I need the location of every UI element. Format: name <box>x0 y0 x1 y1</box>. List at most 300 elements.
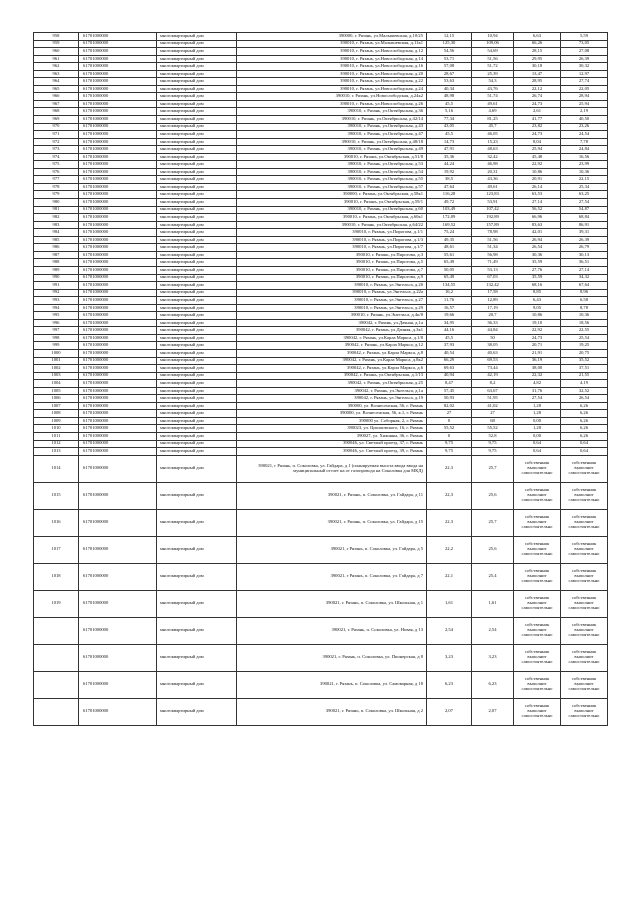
object-type-cell: многоквартирный дом <box>157 455 237 482</box>
object-type-cell: многоквартирный дом <box>157 176 237 184</box>
address-cell: 390010, г. Рязань, ул.Октябрьская, д.55 <box>237 176 427 184</box>
value-4-cell: 25,94 <box>561 100 608 108</box>
row-number-cell: 1018 <box>34 563 79 590</box>
table-row <box>34 402 608 410</box>
table-row <box>34 417 608 425</box>
value-3-cell: 6,63 <box>514 33 561 41</box>
address-cell: 390010, г. Рязань, ул.Энгельса, д.29 <box>237 304 427 312</box>
value-1-cell: 69,63 <box>427 365 472 373</box>
oktmo-code-cell: 61701000000 <box>79 229 157 237</box>
value-2-cell: 67,03 <box>472 274 514 282</box>
oktmo-code-cell: 61701000000 <box>79 183 157 191</box>
address-cell: 390010, г. Рязань, ул.Новослободская, д.16 <box>237 63 427 71</box>
value-3-cell: 29,95 <box>514 55 561 63</box>
row-number-cell: 982 <box>34 214 79 222</box>
row-number-cell: 971 <box>34 131 79 139</box>
object-type-cell: многоквартирный дом <box>157 131 237 139</box>
value-3-cell: 0,00 <box>514 432 561 440</box>
object-type-cell: многоквартирный дом <box>157 644 237 671</box>
value-4-cell: 23,99 <box>561 161 608 169</box>
value-2-cell: 4,69 <box>472 108 514 116</box>
row-number-cell: 976 <box>34 168 79 176</box>
address-cell: 390010, г. Рязань, ул.Новослободская, д.12 <box>237 48 427 56</box>
value-3-cell: 24,73 <box>514 334 561 342</box>
value-3-cell: 22,92 <box>514 161 561 169</box>
value-2-cell: 109,06 <box>472 40 514 48</box>
object-type-cell: многоквартирный дом <box>157 244 237 252</box>
table-row <box>34 410 608 418</box>
address-cell: 390021, г Рязань, п. Соколовка, ул. Гайдара, д 5 <box>237 536 427 563</box>
address-cell: 390010, г. Рязань, ул.Октябрьская, д.54 <box>237 168 427 176</box>
value-1-cell: 16,57 <box>427 304 472 312</box>
row-number-cell: 981 <box>34 206 79 214</box>
object-type-cell: многоквартирный дом <box>157 365 237 373</box>
row-number-cell: 993 <box>34 297 79 305</box>
table-row <box>34 482 608 509</box>
address-cell: 390010, г. Рязань, ул.Октябрьская, д.49 <box>237 146 427 154</box>
table-row <box>34 199 608 207</box>
object-type-cell: многоквартирный дом <box>157 33 237 41</box>
row-number-cell: 1014 <box>34 455 79 482</box>
value-3-cell: 68,16 <box>514 282 561 290</box>
row-number-cell: 1007 <box>34 402 79 410</box>
row-number-cell: 975 <box>34 161 79 169</box>
address-cell: 390021, г. Рязань, п. Соколовка, ул. Школьная, д 2 <box>237 698 427 725</box>
oktmo-code-cell: 61701000000 <box>79 100 157 108</box>
object-type-cell: многоквартирный дом <box>157 536 237 563</box>
object-type-cell: многоквартирный дом <box>157 448 237 456</box>
value-2-cell: 81,25 <box>472 116 514 124</box>
object-type-cell: многоквартирный дом <box>157 357 237 365</box>
address-cell: 390010, г. Рязань, ул.Октябрьская, д.51/8 <box>237 153 427 161</box>
value-3-cell: 42,01 <box>514 229 561 237</box>
oktmo-code-cell: 61701000000 <box>79 176 157 184</box>
value-4-cell: 22,15 <box>561 176 608 184</box>
address-cell: 390046, ул. Светлый проезд, 39, г. Рязань <box>237 448 427 456</box>
value-4-cell: 27,08 <box>561 48 608 56</box>
table-row <box>34 40 608 48</box>
table-row <box>34 297 608 305</box>
address-cell: 390010, г. Рязань, ул.Новослободская, д.20 <box>237 70 427 78</box>
row-number-cell: 972 <box>34 138 79 146</box>
oktmo-code-cell: 61701000000 <box>79 327 157 335</box>
address-cell: 390042, г. Рязань, ул.Октябрьская, д.25 <box>237 380 427 388</box>
object-type-cell: многоквартирный дом <box>157 78 237 86</box>
value-4-cell: 26,54 <box>561 395 608 403</box>
oktmo-code-cell: 61701000000 <box>79 146 157 154</box>
value-1-cell: 82,02 <box>427 402 472 410</box>
address-cell: 390010, г. Рязань, ул.Октябрьская, д.60 <box>237 206 427 214</box>
value-2-cell: 45,7 <box>472 123 514 131</box>
address-cell: 390010, г. Рязань, ул.Малышевская, д.11к1 <box>237 40 427 48</box>
value-2-cell: 15,23 <box>472 138 514 146</box>
value-2-cell: 51,56 <box>472 236 514 244</box>
value-2-cell: 9,75 <box>472 448 514 456</box>
table-row <box>34 176 608 184</box>
value-1-cell: 43,05 <box>427 123 472 131</box>
value-2-cell: 3,23 <box>472 644 514 671</box>
row-number-cell: 991 <box>34 282 79 290</box>
value-4-cell: 6,58 <box>561 297 608 305</box>
table-row <box>34 536 608 563</box>
table-row <box>34 146 608 154</box>
row-number-cell: 1002 <box>34 365 79 373</box>
value-3-cell: 27,14 <box>514 199 561 207</box>
oktmo-code-cell: 61701000000 <box>79 410 157 418</box>
value-1-cell: 12,15 <box>427 33 472 41</box>
address-cell: 390010, г. Рязань, ул.Энгельса, д.27 <box>237 297 427 305</box>
object-type-cell: многоквартирный дом <box>157 199 237 207</box>
value-2-cell: 192,89 <box>472 214 514 222</box>
value-2-cell: 71,49 <box>472 259 514 267</box>
object-type-cell: многоквартирный дом <box>157 349 237 357</box>
value-4-cell: 6,26 <box>561 432 608 440</box>
value-2-cell: 46,98 <box>472 161 514 169</box>
value-3-cell: 38,00 <box>514 365 561 373</box>
value-4-cell: 6,26 <box>561 410 608 418</box>
value-4-cell: 2,19 <box>561 108 608 116</box>
table-row <box>34 440 608 448</box>
oktmo-code-cell: 61701000000 <box>79 78 157 86</box>
value-4-cell: 5,59 <box>561 33 608 41</box>
value-4-cell: 22,05 <box>561 85 608 93</box>
value-3-cell: 26,54 <box>514 244 561 252</box>
row-number-cell: 984 <box>34 229 79 237</box>
value-4-cell: собственник выполнит самостоятельно <box>561 644 608 671</box>
value-1-cell: 22,2 <box>427 536 472 563</box>
value-1-cell: 48,61 <box>427 244 472 252</box>
value-2-cell: 55,52 <box>472 425 514 433</box>
table-row <box>34 123 608 131</box>
value-4-cell: 68,84 <box>561 214 608 222</box>
table-row <box>34 304 608 312</box>
oktmo-code-cell: 61701000000 <box>79 108 157 116</box>
object-type-cell: многоквартирный дом <box>157 395 237 403</box>
object-type-cell: многоквартирный дом <box>157 191 237 199</box>
object-type-cell: многоквартирный дом <box>157 304 237 312</box>
row-number-cell: 998 <box>34 334 79 342</box>
value-2-cell: 43,76 <box>472 85 514 93</box>
row-number-cell: 967 <box>34 100 79 108</box>
value-4-cell: 8,96 <box>561 289 608 297</box>
value-4-cell: 12,97 <box>561 70 608 78</box>
value-4-cell: 27,54 <box>561 199 608 207</box>
value-1-cell: 55,52 <box>427 425 472 433</box>
table-row <box>34 365 608 373</box>
value-4-cell: 19,25 <box>561 342 608 350</box>
value-2-cell: 54,69 <box>472 48 514 56</box>
value-4-cell: 35,52 <box>561 357 608 365</box>
value-3-cell: собственник выполнит самостоятельно <box>514 590 561 617</box>
address-cell: 390000 ул. Соборная, 2, г. Рязань <box>237 417 427 425</box>
object-type-cell: многоквартирный дом <box>157 671 237 698</box>
value-4-cell: 73,05 <box>561 40 608 48</box>
object-type-cell: многоквартирный дом <box>157 402 237 410</box>
oktmo-code-cell: 61701000000 <box>79 387 157 395</box>
table-row <box>34 395 608 403</box>
value-1-cell: 57,45 <box>427 387 472 395</box>
address-cell: 390042, г. Рязань, ул.Энгельса, д.1а <box>237 387 427 395</box>
value-3-cell: 83,63 <box>514 221 561 229</box>
value-3-cell: 66,26 <box>514 40 561 48</box>
value-3-cell: 2,61 <box>514 108 561 116</box>
value-1-cell: 45,5 <box>427 100 472 108</box>
object-type-cell: многоквартирный дом <box>157 274 237 282</box>
value-1-cell: 9,75 <box>427 448 472 456</box>
value-1-cell: 47,91 <box>427 146 472 154</box>
row-number-cell: 963 <box>34 70 79 78</box>
oktmo-code-cell: 61701000000 <box>79 161 157 169</box>
row-number-cell: 978 <box>34 183 79 191</box>
row-number-cell: 1004 <box>34 380 79 388</box>
value-1-cell: 44,24 <box>427 161 472 169</box>
row-number-cell <box>34 671 79 698</box>
value-2-cell: 25,6 <box>472 482 514 509</box>
row-number-cell: 997 <box>34 327 79 335</box>
value-1-cell: 125,30 <box>427 40 472 48</box>
value-1-cell: 116,28 <box>427 191 472 199</box>
value-4-cell: 27,74 <box>561 78 608 86</box>
address-cell: 390010, г. Рязань, ул.Октябрьская, д.64/22 <box>237 221 427 229</box>
object-type-cell: многоквартирный дом <box>157 380 237 388</box>
table-body <box>34 33 608 726</box>
row-number-cell: 1000 <box>34 349 79 357</box>
value-3-cell: 30,18 <box>514 63 561 71</box>
value-4-cell: 24,84 <box>561 146 608 154</box>
table-row <box>34 229 608 237</box>
address-cell: 390042, г. Рязань, ул.Карла Маркса, д.6 <box>237 365 427 373</box>
oktmo-code-cell: 61701000000 <box>79 644 157 671</box>
value-2-cell: 51,34 <box>472 244 514 252</box>
value-2-cell: 20,7 <box>472 312 514 320</box>
value-1-cell: 77,34 <box>427 116 472 124</box>
oktmo-code-cell: 61701000000 <box>79 425 157 433</box>
object-type-cell: многоквартирный дом <box>157 440 237 448</box>
address-cell: 390010, г. Рязань, ул.Новослободская, д.26 <box>237 100 427 108</box>
row-number-cell: 996 <box>34 319 79 327</box>
value-4-cell: 37,51 <box>561 365 608 373</box>
data-table <box>33 32 608 726</box>
value-4-cell: собственник выполнит самостоятельно <box>561 617 608 644</box>
value-3-cell: 28,15 <box>514 48 561 56</box>
value-2-cell: 42,19 <box>472 372 514 380</box>
oktmo-code-cell: 61701000000 <box>79 138 157 146</box>
value-4-cell: 32,52 <box>561 387 608 395</box>
oktmo-code-cell: 61701000000 <box>79 93 157 101</box>
object-type-cell: многоквартирный дом <box>157 108 237 116</box>
value-3-cell: 25,94 <box>514 146 561 154</box>
oktmo-code-cell: 61701000000 <box>79 191 157 199</box>
oktmo-code-cell: 61701000000 <box>79 221 157 229</box>
value-3-cell: 10,86 <box>514 312 561 320</box>
value-3-cell: собственник выполнит самостоятельно <box>514 617 561 644</box>
table-row <box>34 455 608 482</box>
value-2-cell: 25,7 <box>472 509 514 536</box>
address-cell: 390042, г. Рязань, ул.Дачная, д.3к1 <box>237 327 427 335</box>
row-number-cell <box>34 698 79 725</box>
value-3-cell: 35,59 <box>514 259 561 267</box>
object-type-cell: многоквартирный дом <box>157 417 237 425</box>
value-1-cell: 22,3 <box>427 509 472 536</box>
row-number-cell: 1006 <box>34 395 79 403</box>
address-cell: 390010, г. Рязань, ул.Новослободская, д.14 <box>237 55 427 63</box>
address-cell: 390021, г. Рязань, п. Соколовка, ул. Новая, д 13 <box>237 617 427 644</box>
value-4-cell: собственник выполнит самостоятельно <box>561 509 608 536</box>
value-3-cell: 22,92 <box>514 327 561 335</box>
value-3-cell: собственник выполнит самостоятельно <box>514 536 561 563</box>
table-row <box>34 191 608 199</box>
table-row <box>34 85 608 93</box>
address-cell: 390021, г. Рязань, п. Соколовка, ул. Самоварная, д 18 <box>237 671 427 698</box>
value-2-cell: 52,8 <box>472 432 514 440</box>
address-cell: 390010, г. Рязань, ул.Пирогова, д.1/1 <box>237 229 427 237</box>
value-1-cell: 1,61 <box>427 590 472 617</box>
oktmo-code-cell: 61701000000 <box>79 48 157 56</box>
value-1-cell: 40,54 <box>427 349 472 357</box>
value-2-cell: 36,33 <box>472 319 514 327</box>
value-1-cell: 134,55 <box>427 282 472 290</box>
object-type-cell: многоквартирный дом <box>157 590 237 617</box>
value-4-cell: 27,14 <box>561 266 608 274</box>
object-type-cell: многоквартирный дом <box>157 259 237 267</box>
value-2-cell: 6,23 <box>472 671 514 698</box>
value-2-cell: 41,02 <box>472 402 514 410</box>
row-number-cell: 1015 <box>34 482 79 509</box>
table-row <box>34 319 608 327</box>
value-2-cell: 2,07 <box>472 698 514 725</box>
oktmo-code-cell: 61701000000 <box>79 380 157 388</box>
oktmo-code-cell: 61701000000 <box>79 357 157 365</box>
table-row <box>34 448 608 456</box>
oktmo-code-cell: 61701000000 <box>79 85 157 93</box>
object-type-cell: многоквартирный дом <box>157 100 237 108</box>
value-3-cell: 45,48 <box>514 153 561 161</box>
oktmo-code-cell: 61701000000 <box>79 402 157 410</box>
object-type-cell: многоквартирный дом <box>157 387 237 395</box>
oktmo-code-cell: 61701000000 <box>79 199 157 207</box>
table-row <box>34 387 608 395</box>
value-1-cell: 11,76 <box>427 297 472 305</box>
value-1-cell: 45,5 <box>427 131 472 139</box>
value-3-cell: 1,28 <box>514 425 561 433</box>
value-4-cell: 40,50 <box>561 116 608 124</box>
value-3-cell: 22,32 <box>514 372 561 380</box>
value-3-cell: собственник выполнит самостоятельно <box>514 455 561 482</box>
object-type-cell: многоквартирный дом <box>157 221 237 229</box>
oktmo-code-cell: 61701000000 <box>79 365 157 373</box>
oktmo-code-cell: 61701000000 <box>79 312 157 320</box>
object-type-cell: многоквартирный дом <box>157 63 237 71</box>
row-number-cell: 1012 <box>34 440 79 448</box>
oktmo-code-cell: 61701000000 <box>79 63 157 71</box>
value-1-cell: 48,98 <box>427 93 472 101</box>
value-1-cell: 0 <box>427 417 472 425</box>
value-3-cell: собственник выполнит самостоятельно <box>514 671 561 698</box>
value-4-cell: 28,94 <box>561 93 608 101</box>
row-number-cell: 970 <box>34 123 79 131</box>
value-4-cell: 36,51 <box>561 259 608 267</box>
value-4-cell: 30,13 <box>561 251 608 259</box>
value-1-cell: 3,23 <box>427 644 472 671</box>
value-2-cell: 48,63 <box>472 146 514 154</box>
value-1-cell: 47,64 <box>427 183 472 191</box>
value-1-cell: 0 <box>427 432 472 440</box>
table-row <box>34 214 608 222</box>
value-4-cell: 8,78 <box>561 304 608 312</box>
value-3-cell: 35,59 <box>514 274 561 282</box>
value-2-cell: 78,98 <box>472 229 514 237</box>
value-1-cell: 37,93 <box>427 342 472 350</box>
value-3-cell: 63,53 <box>514 191 561 199</box>
oktmo-code-cell: 61701000000 <box>79 349 157 357</box>
row-number-cell: 1009 <box>34 417 79 425</box>
value-3-cell: собственник выполнит самостоятельно <box>514 644 561 671</box>
table-row <box>34 349 608 357</box>
value-2-cell: 2,54 <box>472 617 514 644</box>
address-cell: 390021, г. Рязань, п. Соколовка, ул. Школьная, д 1 <box>237 590 427 617</box>
value-2-cell: 17,19 <box>472 304 514 312</box>
table-row <box>34 221 608 229</box>
value-3-cell: 31,76 <box>514 387 561 395</box>
value-3-cell: 56,52 <box>514 206 561 214</box>
value-2-cell: 53,91 <box>472 199 514 207</box>
object-type-cell: многоквартирный дом <box>157 312 237 320</box>
value-3-cell: 27,54 <box>514 395 561 403</box>
value-4-cell: собственник выполнит самостоятельно <box>561 536 608 563</box>
oktmo-code-cell: 61701000000 <box>79 342 157 350</box>
oktmo-code-cell: 61701000000 <box>79 40 157 48</box>
value-2-cell: 17,58 <box>472 289 514 297</box>
row-number-cell: 974 <box>34 153 79 161</box>
value-3-cell: 9,05 <box>514 304 561 312</box>
address-cell: 390021, г Рязань, п. Соколовка, ул. Гайдара, д 7 <box>237 563 427 590</box>
table-row <box>34 138 608 146</box>
value-3-cell: собственник выполнит самостоятельно <box>514 482 561 509</box>
address-cell: 390042, г. Рязань, ул.Карла Маркса, д.8к2 <box>237 357 427 365</box>
address-cell: 390021, г Рязань, п. Соколовка, ул. Гайдара, д 1 (планируемая высота ввода ввода на муниципальный отсчет на от газопровода на Соколовка для МКД) <box>237 455 427 482</box>
value-2-cell: 107,42 <box>472 206 514 214</box>
value-1-cell: 50,93 <box>427 395 472 403</box>
oktmo-code-cell: 61701000000 <box>79 274 157 282</box>
object-type-cell: многоквартирный дом <box>157 70 237 78</box>
row-number-cell: 969 <box>34 116 79 124</box>
table-row <box>34 644 608 671</box>
value-2-cell: 49,61 <box>472 100 514 108</box>
value-1-cell: 65,49 <box>427 274 472 282</box>
address-cell: 390010, г. Рязань, ул.Пирогова, д.7 <box>237 266 427 274</box>
row-number-cell: 1001 <box>34 357 79 365</box>
value-4-cell: 25,34 <box>561 183 608 191</box>
address-cell: 390010, г. Рязань, ул.Пирогова, д.5 <box>237 259 427 267</box>
address-cell: 390010, г. Рязань, ул.Октябрьская, д.47 <box>237 131 427 139</box>
oktmo-code-cell: 61701000000 <box>79 432 157 440</box>
value-3-cell: 23,82 <box>514 123 561 131</box>
row-number-cell: 965 <box>34 85 79 93</box>
value-3-cell: 4,82 <box>514 380 561 388</box>
address-cell: 390021, г. Рязань, п. Соколовка, ул. Гайдара, д 15 <box>237 509 427 536</box>
value-1-cell: 57,08 <box>427 63 472 71</box>
value-4-cell: 26,39 <box>561 236 608 244</box>
address-cell: 390010, г. Рязань, ул.Энгельса, д.4к/8 <box>237 312 427 320</box>
table-row <box>34 33 608 41</box>
address-cell: 390010, г. Рязань, ул.Октябрьская, д.42/14 <box>237 116 427 124</box>
value-4-cell: 86,91 <box>561 221 608 229</box>
value-2-cell: 44,84 <box>472 327 514 335</box>
oktmo-code-cell: 61701000000 <box>79 395 157 403</box>
value-1-cell: 49,35 <box>427 236 472 244</box>
object-type-cell: многоквартирный дом <box>157 425 237 433</box>
table-row <box>34 327 608 335</box>
